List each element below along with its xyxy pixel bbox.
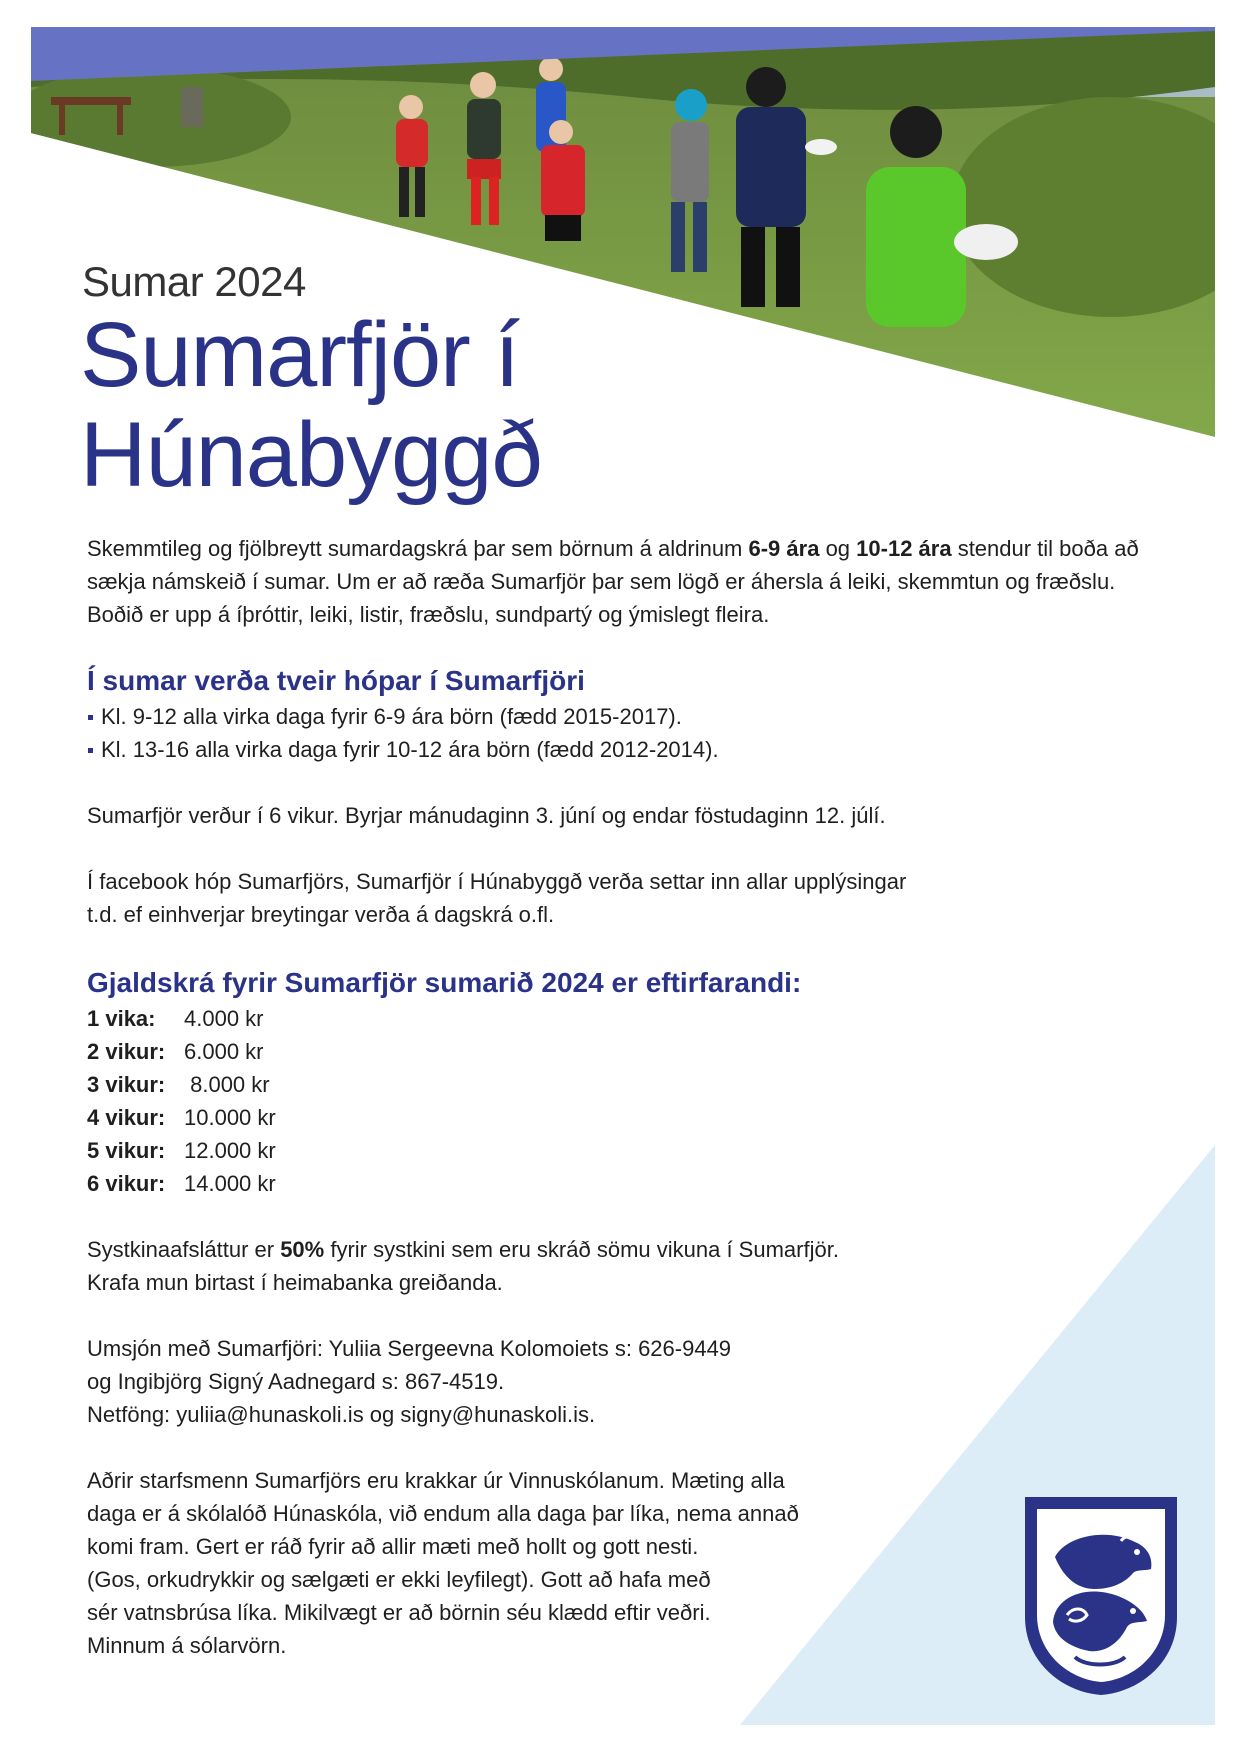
- title-line-1: Sumarfjör í: [80, 304, 519, 406]
- intro-text: Skemmtileg og fjölbreytt sumardagskrá þar sem börnum á aldrinum: [87, 536, 749, 561]
- title-line-2: Húnabyggð: [80, 404, 542, 506]
- staff-line: (Gos, orkudrykkir og sælgæti er ekki leyfilegt). Gott að hafa með: [87, 1567, 711, 1592]
- price-row: [87, 1002, 1167, 1035]
- price-row: [87, 1134, 1167, 1167]
- discount-text-2: fyrir systkini sem eru skráð sömu vikuna í Sumarfjör.: [324, 1237, 839, 1262]
- contact-line-2: og Ingibjörg Signý Aadnegard s: 867-4519.: [87, 1369, 505, 1394]
- price-label: 6 vikur:: [87, 1171, 166, 1196]
- price-value: 8.000 kr: [184, 1072, 270, 1097]
- intro-text-3: stendur til boða að sækja námskeið í sumar. Um er að ræða Sumarfjör þar sem lögð er áhersla á leiki, skemmtun og fræðslu. Boðið er upp á íþróttir, leiki, listir, fræðslu, sundpartý og ýmislegt fleira.: [87, 536, 1139, 627]
- price-row: [87, 1035, 1167, 1068]
- intro-paragraph: [87, 532, 1167, 631]
- price-value: 12.000 kr: [184, 1138, 276, 1163]
- price-label: 5 vikur:: [87, 1138, 166, 1163]
- price-value: 6.000 kr: [184, 1039, 264, 1064]
- discount-line-2: Krafa mun birtast í heimabanka greiðanda.: [87, 1270, 503, 1295]
- price-row: [87, 1101, 1167, 1134]
- groups-heading: Í sumar verða tveir hópar í Sumarfjöri: [87, 665, 585, 696]
- price-value: 4.000 kr: [184, 1006, 264, 1031]
- discount-text: Systkinaafsláttur er: [87, 1237, 281, 1262]
- intro-text-2: og: [819, 536, 857, 561]
- discount-line-1: [87, 1233, 1167, 1266]
- staff-line: sér vatnsbrúsa líka. Mikilvægt er að börnin séu klædd eftir veðri.: [87, 1600, 711, 1625]
- price-label: 3 vikur:: [87, 1072, 166, 1097]
- intro-age-1: 6-9 ára: [748, 536, 820, 561]
- prices-heading: Gjaldskrá fyrir Sumarfjör sumarið 2024 er eftirfarandi:: [87, 967, 802, 998]
- price-value: 14.000 kr: [184, 1171, 276, 1196]
- price-value: 10.000 kr: [184, 1105, 276, 1130]
- staff-line: Aðrir starfsmenn Sumarfjörs eru krakkar úr Vinnuskólanum. Mæting alla: [87, 1468, 785, 1493]
- groups-list: [87, 700, 1167, 766]
- staff-line: daga er á skólalóð Húnaskóla, við endum alla daga þar líka, nema annað: [87, 1501, 799, 1526]
- price-label: 4 vikur:: [87, 1105, 166, 1130]
- price-row: [87, 1068, 1167, 1101]
- price-list: [87, 1002, 1167, 1200]
- page-title: [80, 305, 542, 505]
- list-item: Kl. 9-12 alla virka daga fyrir 6-9 ára börn (fædd 2015-2017).: [87, 700, 1167, 733]
- price-label: 1 vika:: [87, 1006, 156, 1031]
- intro-age-2: 10-12 ára: [856, 536, 952, 561]
- contact-line-3: Netföng: yuliia@hunaskoli.is og signy@hunaskoli.is.: [87, 1402, 596, 1427]
- list-item: Kl. 13-16 alla virka daga fyrir 10-12 ára börn (fædd 2012-2014).: [87, 733, 1167, 766]
- main-content: [87, 532, 1167, 1662]
- season-label: Sumar 2024: [82, 258, 306, 305]
- duration-text: Sumarfjör verður í 6 vikur. Byrjar mánudaginn 3. júní og endar föstudaginn 12. júlí.: [87, 803, 886, 828]
- polar-bear-crest-icon: [1025, 1497, 1177, 1695]
- contact-line-1: Umsjón með Sumarfjöri: Yuliia Sergeevna Kolomoiets s: 626-9449: [87, 1336, 732, 1361]
- facebook-line-1: Í facebook hóp Sumarfjörs, Sumarfjör í Húnabyggð verða settar inn allar upplýsingar: [87, 869, 907, 894]
- price-row: [87, 1167, 1167, 1200]
- staff-line: komi fram. Gert er ráð fyrir að allir mæti með hollt og gott nesti.: [87, 1534, 699, 1559]
- price-label: 2 vikur:: [87, 1039, 166, 1064]
- staff-line: Minnum á sólarvörn.: [87, 1633, 287, 1658]
- discount-percent: 50%: [280, 1237, 325, 1262]
- facebook-line-2: t.d. ef einhverjar breytingar verða á dagskrá o.fl.: [87, 902, 555, 927]
